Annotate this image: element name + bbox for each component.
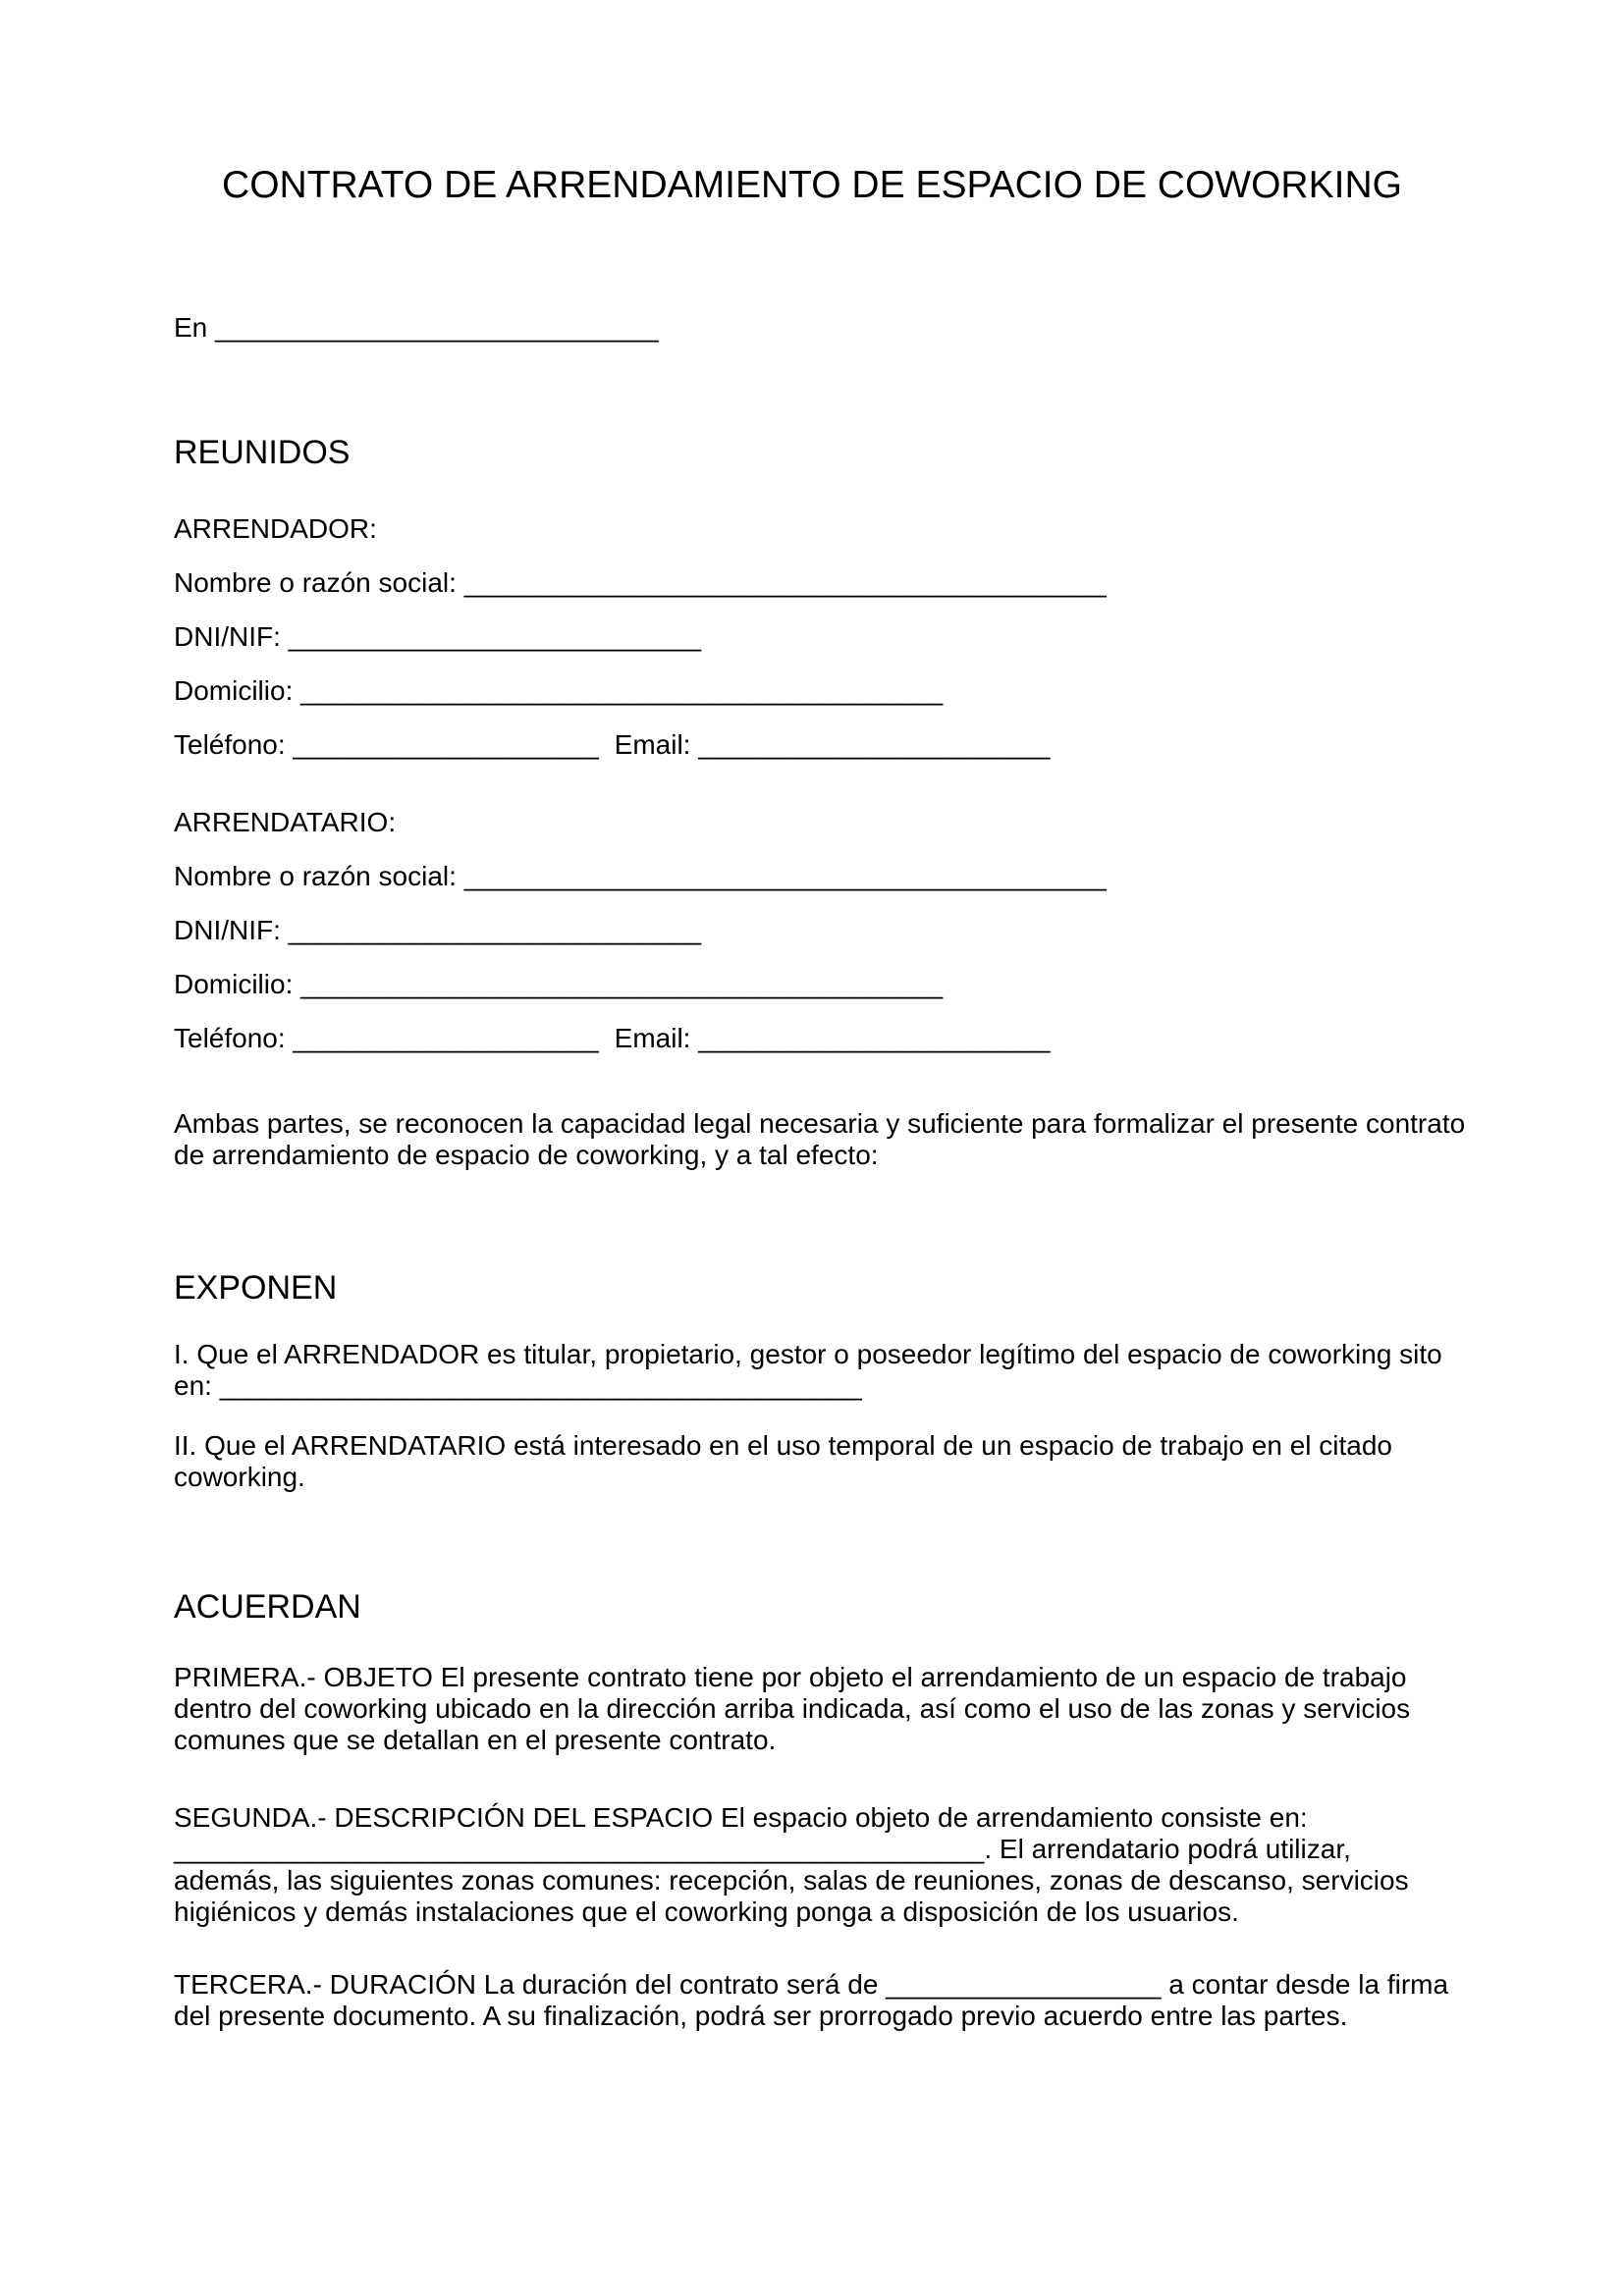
dni-field-blank: ___________________________ — [288, 621, 702, 652]
address-field-blank: __________________________________________ — [300, 675, 944, 706]
email-field-label: Email: — [614, 729, 691, 760]
arrendador-name-field-line — [174, 567, 1450, 599]
document-title: CONTRATO DE ARRENDAMIENTO DE ESPACIO DE COWORKING — [222, 164, 1402, 206]
name-field-label: Nombre o razón social: — [174, 567, 457, 598]
dni-field-label: DNI/NIF: — [174, 621, 281, 652]
phone-field-label: Teléfono: — [174, 1023, 286, 1053]
paragraph-line: comunes que se detallan en el presente contrato. — [174, 1725, 777, 1755]
paragraph-line: además, las siguientes zonas comunes: recepción, salas de reuniones, zonas de descanso, servicios — [174, 1865, 1409, 1896]
arrendatario-address-field-line — [174, 969, 1450, 1000]
arrendatario-role-label: ARRENDATARIO: — [174, 807, 397, 837]
address-field-label: Domicilio: — [174, 969, 294, 999]
section-heading-acuerdan: ACUERDAN — [174, 1588, 361, 1626]
email-field-blank: _______________________ — [698, 729, 1051, 760]
section-heading-exponen: EXPONEN — [174, 1269, 338, 1307]
dni-field-blank: ___________________________ — [288, 915, 702, 945]
paragraph-line: de arrendamiento de espacio de coworking, y a tal efecto: — [174, 1140, 879, 1170]
arrendador-dni-field-line — [174, 621, 1450, 653]
paragraph-text: TERCERA.- DURACIÓN La duración del contrato será de — [174, 1969, 879, 2000]
arrendatario-dni-field-line — [174, 915, 1450, 946]
place-blank-line: _____________________________ — [215, 312, 659, 343]
phone-field-label: Teléfono: — [174, 729, 286, 760]
name-field-blank: __________________________________________ — [463, 861, 1107, 891]
arrendatario-name-field-line — [174, 861, 1450, 892]
paragraph-line: II. Que el ARRENDATARIO está interesado en el uso temporal de un espacio de trabajo en el citado — [174, 1430, 1392, 1461]
email-field-label: Email: — [614, 1023, 691, 1053]
place-label: En — [174, 312, 208, 343]
duration-field-blank: __________________ — [886, 1969, 1162, 2000]
location-field-label: en: — [174, 1370, 212, 1401]
exponen-item-ii — [174, 1430, 1450, 1493]
paragraph-line: PRIMERA.- OBJETO El presente contrato tiene por objeto el arrendamiento de un espacio de trabajo — [174, 1662, 1407, 1692]
clause-segunda — [174, 1802, 1450, 1928]
clause-tercera — [174, 1969, 1450, 2032]
email-field-blank: _______________________ — [698, 1023, 1051, 1053]
paragraph-line: I. Que el ARRENDADOR es titular, propietario, gestor o poseedor legítimo del espacio de coworking sito — [174, 1339, 1442, 1369]
name-field-label: Nombre o razón social: — [174, 861, 457, 891]
paragraph-line — [174, 1370, 1450, 1402]
paragraph-line: Ambas partes, se reconocen la capacidad legal necesaria y suficiente para formalizar el presente contrato — [174, 1108, 1466, 1139]
phone-field-blank: ____________________ — [293, 1023, 599, 1053]
arrendador-address-field-line — [174, 675, 1450, 707]
arrendatario-phone-email-field-line — [174, 1023, 1450, 1054]
clause-primera — [174, 1662, 1450, 1756]
paragraph-line — [174, 1834, 1450, 1865]
paragraph-text: . El arrendatario podrá utilizar, — [984, 1834, 1351, 1864]
phone-field-blank: ____________________ — [293, 729, 599, 760]
paragraph-line: coworking. — [174, 1462, 305, 1492]
paragraph-line — [174, 1969, 1450, 2001]
arrendador-phone-email-field-line — [174, 729, 1450, 761]
exponen-item-i — [174, 1339, 1450, 1402]
parties-capacity-paragraph — [174, 1108, 1466, 1171]
arrendador-role-label: ARRENDADOR: — [174, 513, 377, 544]
paragraph-line: SEGUNDA.- DESCRIPCIÓN DEL ESPACIO El espacio objeto de arrendamiento consiste en: — [174, 1802, 1308, 1833]
section-heading-reunidos: REUNIDOS — [174, 434, 351, 471]
name-field-blank: __________________________________________ — [463, 567, 1107, 598]
paragraph-line: higiénicos y demás instalaciones que el coworking ponga a disposición de los usuarios. — [174, 1896, 1239, 1927]
paragraph-text: a contar desde la firma — [1168, 1969, 1449, 2000]
address-field-label: Domicilio: — [174, 675, 294, 706]
place-line — [174, 312, 1450, 344]
space-description-blank: _____________________________________________________ — [174, 1834, 985, 1864]
dni-field-label: DNI/NIF: — [174, 915, 281, 945]
address-field-blank: __________________________________________ — [300, 969, 944, 999]
location-field-blank: __________________________________________ — [219, 1370, 862, 1401]
paragraph-line: dentro del coworking ubicado en la dirección arriba indicada, así como el uso de las zonas y servicios — [174, 1693, 1411, 1724]
paragraph-line: del presente documento. A su finalización, podrá ser prorrogado previo acuerdo entre las partes. — [174, 2001, 1348, 2031]
